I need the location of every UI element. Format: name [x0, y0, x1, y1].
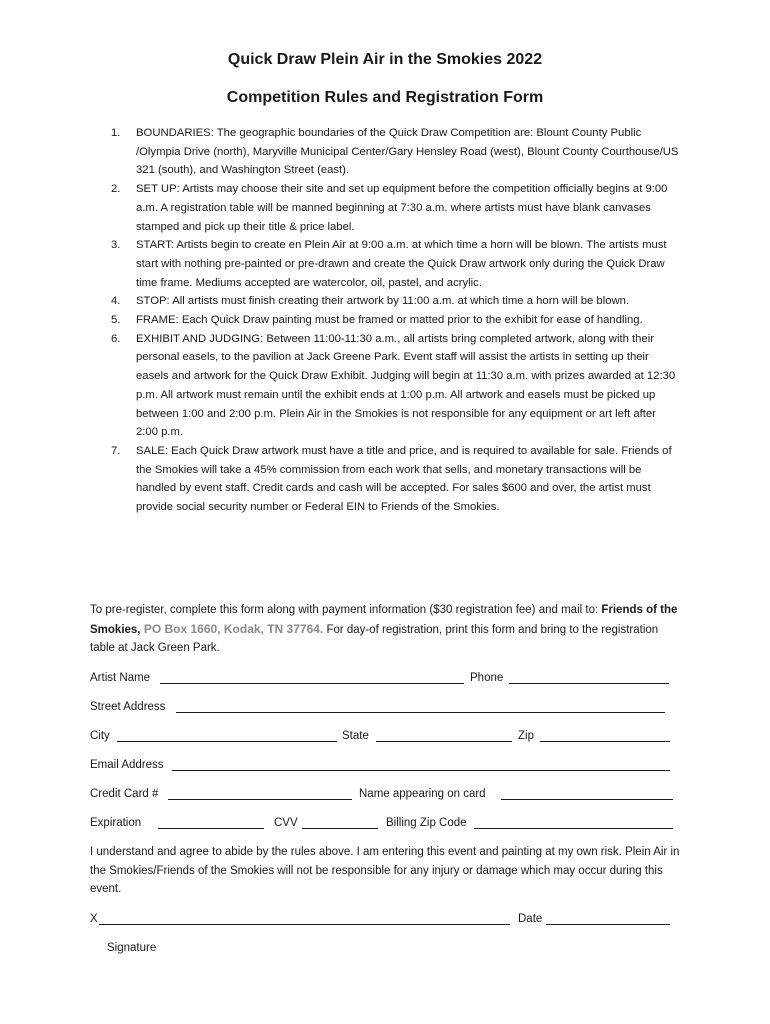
expiration-field[interactable]	[158, 828, 264, 829]
zip-label: Zip	[518, 730, 534, 742]
email-field[interactable]	[172, 770, 670, 771]
row-email	[90, 756, 680, 774]
row-credit-card	[90, 785, 680, 803]
name-on-card-label: Name appearing on card	[359, 788, 486, 800]
prereg-intro: To pre-register, complete this form along with payment information ($30 registration fee) and mail to:	[90, 604, 602, 616]
rule-number: 7.	[111, 444, 121, 457]
rule-number: 3.	[111, 239, 121, 252]
rule-text: SALE: Each Quick Draw artwork must have a title and price, and is required to available for sale. Friends of the Smokies will take a 45% commission from each work that sells, and monetary transactions will be handled by event staff. Credit cards and cash will be accepted. For sales $600 and over, the artist must provide social security number or Federal EIN to Friends of the Smokies.	[136, 444, 672, 514]
rule-item	[108, 236, 680, 292]
cvv-label: CVV	[274, 817, 298, 829]
rule-item	[108, 330, 680, 442]
date-field[interactable]	[546, 924, 670, 925]
rule-item	[108, 180, 680, 236]
rule-item	[108, 292, 680, 311]
rules-list	[108, 124, 680, 517]
signature-field[interactable]	[99, 924, 510, 925]
rule-text: SET UP: Artists may choose their site and set up equipment before the competition officially begins at 9:00 a.m. A registration table will be manned beginning at 7:30 a.m. where artists must have blank canvases stamped and pick up their title & price label.	[136, 183, 668, 233]
rule-item	[108, 311, 680, 330]
city-field[interactable]	[117, 741, 337, 742]
credit-card-label: Credit Card #	[90, 788, 159, 800]
rule-text: EXHIBIT AND JUDGING: Between 11:00-11:30 a.m., all artists bring completed artwork, along with their personal easels, to the pavilion at Jack Greene Park. Event staff will assist the artists in setting up their easels and artwork for the Quick Draw Exhibit. Judging will begin at 11:30 a.m. with prizes awarded at 12:30 p.m. All artwork must remain until the exhibit ends at 1:00 p.m. All artwork and easels must be picked up between 1:00 and 2:00 p.m. Plein Air in the Smokies is not responsible for any equipment or art left after 2:00 p.m.	[136, 332, 676, 439]
mailing-address: PO Box 1660, Kodak, TN 37764.	[140, 621, 324, 636]
row-street	[90, 698, 680, 716]
artist-name-field[interactable]	[160, 683, 464, 684]
rule-text: STOP: All artists must finish creating their artwork by 11:00 a.m. at which time a horn will be blown.	[136, 295, 630, 308]
email-label: Email Address	[90, 759, 164, 771]
rule-text: START: Artists begin to create en Plein Air at 9:00 a.m. at which time a horn will be blown. The artists must start with nothing pre-painted or pre-drawn and create the Quick Draw artwork only during the Quick Draw time frame. Mediums accepted are watercolor, oil, pastel, and acrylic.	[136, 239, 667, 289]
agreement-statement: I understand and agree to abide by the rules above. I am entering this event and painting at my own risk. Plein Air in the Smokies/Friends of the Smokies will not be responsible for any injury or damage which may occur during this event.	[90, 846, 680, 896]
row-signature	[90, 910, 680, 928]
name-on-card-field[interactable]	[501, 799, 673, 800]
street-address-label: Street Address	[90, 701, 166, 713]
rule-number: 6.	[111, 332, 121, 345]
rule-number: 2.	[111, 183, 121, 196]
rule-number: 5.	[111, 314, 121, 327]
rule-text: BOUNDARIES: The geographic boundaries of the Quick Draw Competition are: Blount County Public /Olympia Drive (north), Maryville Municipal Center/Gary Hensley Road (west), Blount County Courthouse/US 321 (south), and Washington Street (east).	[136, 127, 679, 177]
row-artist-phone	[90, 669, 680, 687]
credit-card-field[interactable]	[168, 799, 352, 800]
rule-item	[108, 124, 680, 180]
document-subtitle: Competition Rules and Registration Form	[226, 89, 544, 106]
state-label: State	[342, 730, 369, 742]
zip-field[interactable]	[540, 741, 670, 742]
signature-label: Signature	[107, 942, 157, 954]
street-address-field[interactable]	[176, 712, 665, 713]
phone-field[interactable]	[509, 683, 669, 684]
cvv-field[interactable]	[302, 828, 378, 829]
city-label: City	[90, 730, 110, 742]
billing-zip-label: Billing Zip Code	[386, 817, 467, 829]
signature-x-mark: X	[90, 913, 98, 925]
row-city-state-zip	[90, 727, 680, 745]
preregistration-instructions	[90, 601, 680, 658]
artist-name-label: Artist Name	[90, 672, 151, 684]
rule-item	[108, 442, 680, 517]
rule-number: 4.	[111, 295, 121, 308]
document-title: Quick Draw Plein Air in the Smokies 2022	[227, 51, 543, 68]
rule-number: 1.	[111, 127, 121, 139]
row-expiration	[90, 814, 680, 832]
organization-name: Friends of the Smokies,	[90, 604, 678, 636]
state-field[interactable]	[376, 741, 512, 742]
phone-label: Phone	[470, 672, 504, 684]
prereg-outro: For day-of registration, print this form and bring to the registration table at Jack Green Park.	[90, 623, 659, 655]
billing-zip-field[interactable]	[474, 828, 673, 829]
rule-text: FRAME: Each Quick Draw painting must be framed or matted prior to the exhibit for ease of handling.	[136, 314, 643, 327]
expiration-label: Expiration	[90, 817, 142, 829]
date-label: Date	[518, 913, 543, 925]
